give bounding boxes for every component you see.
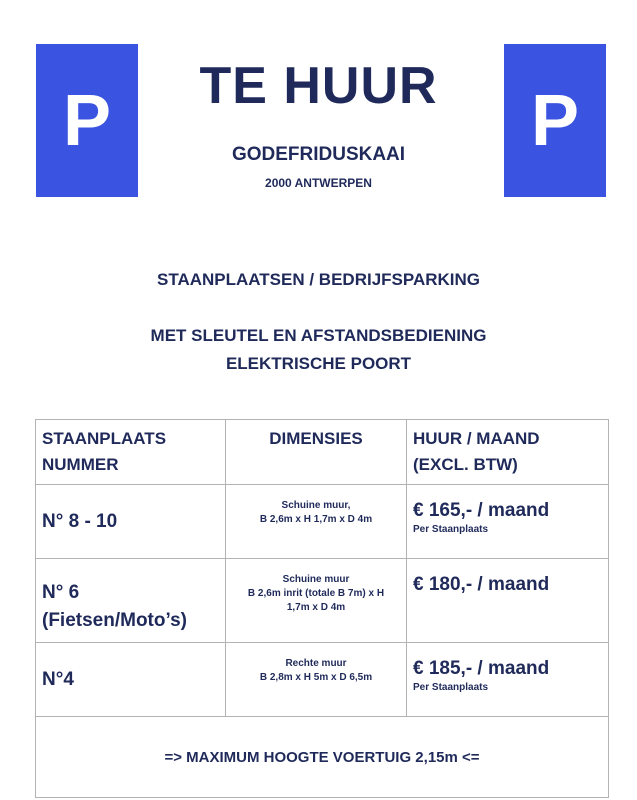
header-price-line2: (EXCL. BTW) [413, 455, 518, 474]
table-row [36, 559, 609, 643]
price-per-unit: Per Staanplaats [413, 524, 489, 535]
price-cell [407, 643, 609, 717]
header-price [407, 420, 609, 485]
header-spot-number [36, 420, 226, 485]
header-dimensions-label: DIMENSIES [269, 429, 363, 448]
dimensions-cell [226, 643, 407, 717]
spot-number: N° 8 - 10 [42, 510, 118, 532]
dimensions-line2: B 2,8m x H 5m x D 6,5m [259, 672, 373, 683]
parking-letter-left: P [62, 80, 112, 161]
parking-letter-right: P [530, 80, 580, 161]
header-price-line1: HUUR / MAAND [413, 429, 540, 448]
dimensions-line2: B 2,6m x H 1,7m x D 4m [259, 514, 373, 525]
spot-number-note: (Fietsen/Moto’s) [42, 610, 187, 631]
subtitle-gate: ELEKTRISCHE POORT [225, 354, 412, 373]
spot-number: N° 6 [42, 582, 80, 603]
dimensions-cell [226, 485, 407, 559]
table-row [36, 485, 609, 559]
spot-number-cell [36, 643, 226, 717]
spot-number: N°4 [42, 668, 74, 690]
max-height-note: => MAXIMUM HOOGTE VOERTUIG 2,15m <= [36, 717, 609, 798]
spot-number-cell [36, 485, 226, 559]
dimensions-line3: 1,7m x D 4m [286, 602, 346, 613]
header-spot-line2: NUMMER [42, 455, 119, 474]
price-amount: € 180,- / maand [413, 574, 550, 595]
dimensions-line2: B 2,6m inrit (totale B 7m) x H [247, 588, 385, 599]
dimensions-line1: Schuine muur [282, 574, 350, 585]
price-amount: € 185,- / maand [413, 658, 550, 679]
price-cell [407, 485, 609, 559]
price-per-unit: Per Staanplaats [413, 682, 489, 693]
page-title: TE HUUR [199, 57, 438, 115]
subtitle-access: MET SLEUTEL EN AFSTANDSBEDIENING [150, 326, 487, 345]
subtitle-parking-type: STAANPLAATSEN / BEDRIJFSPARKING [156, 270, 481, 289]
table-row [36, 643, 609, 717]
table-footer-row [36, 717, 609, 798]
street-name: GODEFRIDUSKAAI [231, 144, 406, 165]
dimensions-line1: Rechte muur [285, 658, 347, 669]
pricing-table [35, 419, 609, 798]
dimensions-cell [226, 559, 407, 643]
header-spot-line1: STAANPLAATS [42, 429, 167, 448]
price-cell [407, 559, 609, 643]
city-name: 2000 ANTWERPEN [265, 176, 372, 190]
dimensions-line1: Schuine muur, [281, 500, 351, 511]
spot-number-cell [36, 559, 226, 643]
price-amount: € 165,- / maand [413, 500, 550, 521]
table-header-row [36, 420, 609, 485]
header-dimensions [226, 420, 407, 485]
